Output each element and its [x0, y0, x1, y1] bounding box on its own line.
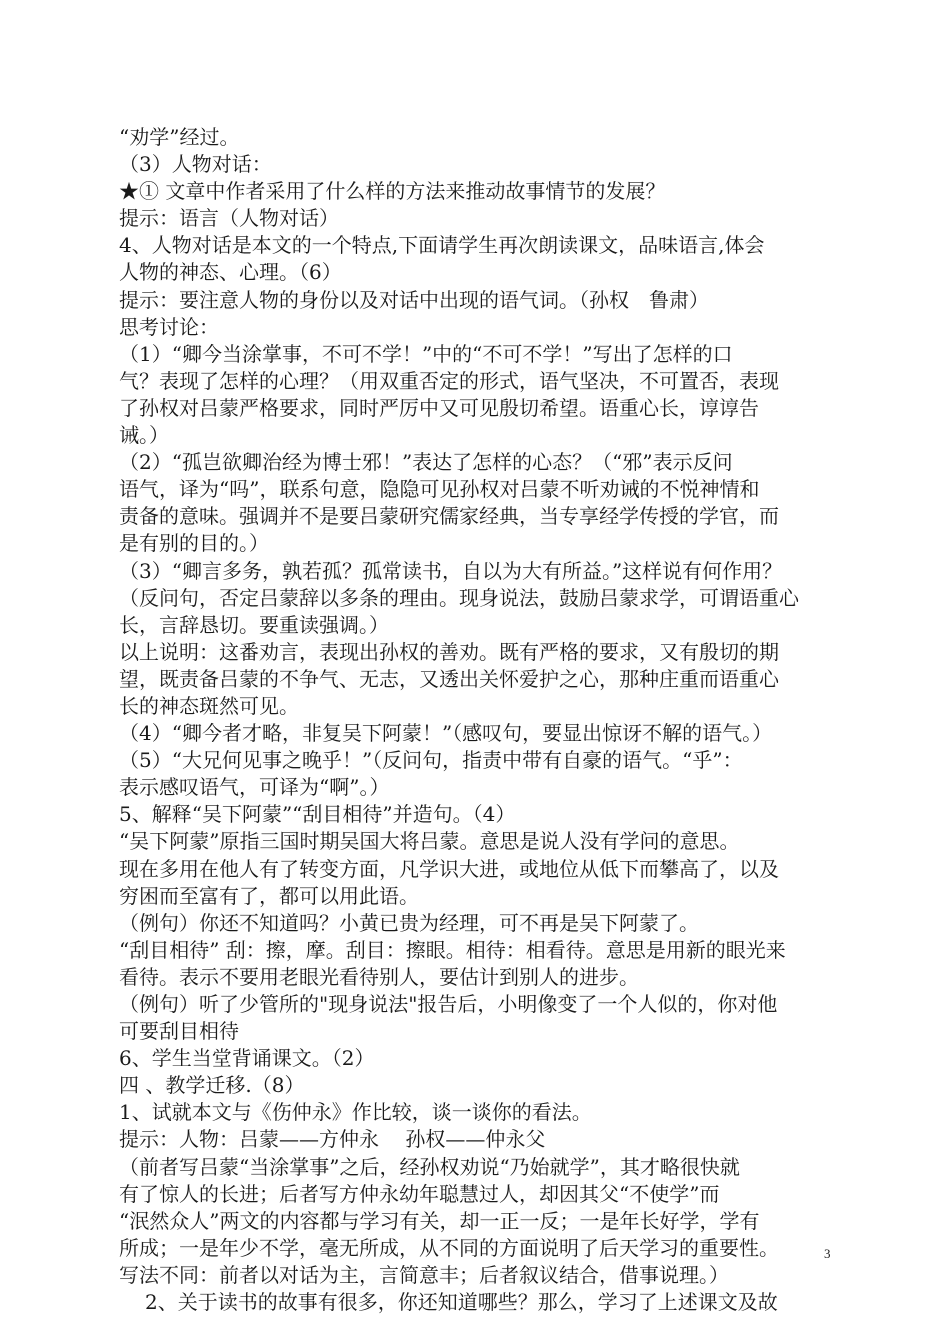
text-line: （前者写吕蒙“当涂掌事”之后，经孙权劝说“乃始就学”，其才略很快就 — [119, 1154, 740, 1179]
text-line: 穷困而至富有了，都可以用此语。 — [119, 883, 419, 908]
text-line: 提示：要注意人物的身份以及对话中出现的语气词。（孙权 鲁肃） — [119, 287, 709, 312]
text-line: 看待。表示不要用老眼光看待别人，要估计到别人的进步。 — [119, 964, 639, 989]
text-line: （2）“孤岂欲卿治经为博士邪！”表达了怎样的心态？（“邪”表示反问 — [119, 450, 733, 475]
text-line: （例句）听了少管所的"现身说法"报告后，小明像变了一个人似的，你对他 — [119, 992, 778, 1016]
text-line: 提示：人物：吕蒙——方仲永 孙权——仲永父 — [119, 1127, 546, 1152]
text-line: 人物的神态、心理。（6） — [119, 260, 342, 285]
text-line: 表示感叹语气，可译为“啊”。） — [119, 775, 390, 800]
text-line: 4、人物对话是本文的一个特点,下面请学生再次朗读课文，品味语言,体会 — [119, 233, 765, 258]
text-line: （1）“卿今当涂掌事，不可不学！”中的“不可不学！”写出了怎样的口 — [119, 341, 733, 366]
text-line: 可要刮目相待 — [119, 1019, 239, 1044]
text-line: ★① 文章中作者采用了什么样的方法来推动故事情节的发展？ — [119, 179, 666, 204]
text-line: （4）“卿今者才略，非复吴下阿蒙！”（感叹句，要显出惊讶不解的语气。） — [119, 721, 773, 746]
text-line: 现在多用在他人有了转变方面，凡学识大进，或地位从低下而攀高了，以及 — [119, 856, 779, 881]
text-line: 以上说明：这番劝言，表现出孙权的善劝。既有严格的要求，又有殷切的期 — [119, 639, 779, 664]
text-line: （5）“大兄何见事之晚乎！”（反问句，指责中带有自豪的语气。“乎”： — [119, 748, 743, 773]
text-line: 有了惊人的长进；后者写方仲永幼年聪慧过人，却因其父“不使学”而 — [119, 1181, 720, 1206]
text-line: 写法不同：前者以对话为主，言简意丰；后者叙议结合，借事说理。） — [119, 1262, 729, 1287]
text-line: （例句）你还不知道吗？小黄已贵为经理，可不再是吴下阿蒙了。 — [119, 910, 699, 935]
text-line: 气？表现了怎样的心理？（用双重否定的形式，语气坚决，不可置否，表现 — [119, 368, 779, 393]
text-line: 所成；一是年少不学，毫无所成，从不同的方面说明了后天学习的重要性。 — [119, 1235, 779, 1260]
text-line: “吴下阿蒙”原指三国时期吴国大将吕蒙。意思是说人没有学问的意思。 — [119, 829, 740, 854]
text-line: 提示：语言（人物对话） — [119, 206, 339, 231]
text-line: 思考讨论： — [119, 314, 219, 339]
text-line: 长，言辞恳切。要重读强调。） — [119, 612, 389, 637]
text-line: 5、解释“吴下阿蒙”“刮目相待”并造句。（4） — [119, 802, 516, 827]
text-line: “劝学”经过。 — [119, 125, 240, 149]
text-line: 责备的意味。强调并不是要吕蒙研究儒家经典，当专享经学传授的学官，而 — [119, 504, 779, 529]
text-line: 6、学生当堂背诵课文。（2） — [119, 1046, 375, 1071]
text-line: （3）“卿言多务，孰若孤？孤常读书，自以为大有所益。”这样说有何作用？ — [119, 558, 783, 583]
text-line: “泯然众人”两文的内容都与学习有关，却一正一反；一是年长好学，学有 — [119, 1208, 760, 1233]
text-line: 是有别的目的。） — [119, 531, 269, 556]
text-line: 语气，译为“吗”，联系句意，隐隐可见孙权对吕蒙不听劝诫的不悦神情和 — [119, 477, 760, 502]
document-body — [119, 124, 844, 1316]
text-line: （3）人物对话： — [119, 152, 272, 177]
text-line: “刮目相待” 刮：擦，摩。刮目：擦眼。相待：相看待。意思是用新的眼光来 — [119, 937, 786, 962]
text-line: 诫。） — [119, 423, 169, 448]
text-line: 长的神态斑然可见。 — [119, 693, 299, 718]
text-line: 2、关于读书的故事有很多，你还知道哪些？那么，学习了上述课文及故 — [145, 1290, 778, 1315]
text-line: 四 、教学迁移.（8） — [119, 1073, 305, 1098]
text-line: 了孙权对吕蒙严格要求，同时严厉中又可见殷切希望。语重心长，谆谆告 — [119, 395, 759, 420]
text-line: 1、试就本文与《伤仲永》作比较，谈一谈你的看法。 — [119, 1100, 592, 1125]
page-number: 3 — [824, 1246, 831, 1261]
text-line: （反问句，否定吕蒙辞以多条的理由。现身说法，鼓励吕蒙求学，可谓语重心 — [119, 585, 799, 610]
text-line: 望，既责备吕蒙的不争气、无志，又透出关怀爱护之心，那种庄重而语重心 — [119, 666, 779, 691]
